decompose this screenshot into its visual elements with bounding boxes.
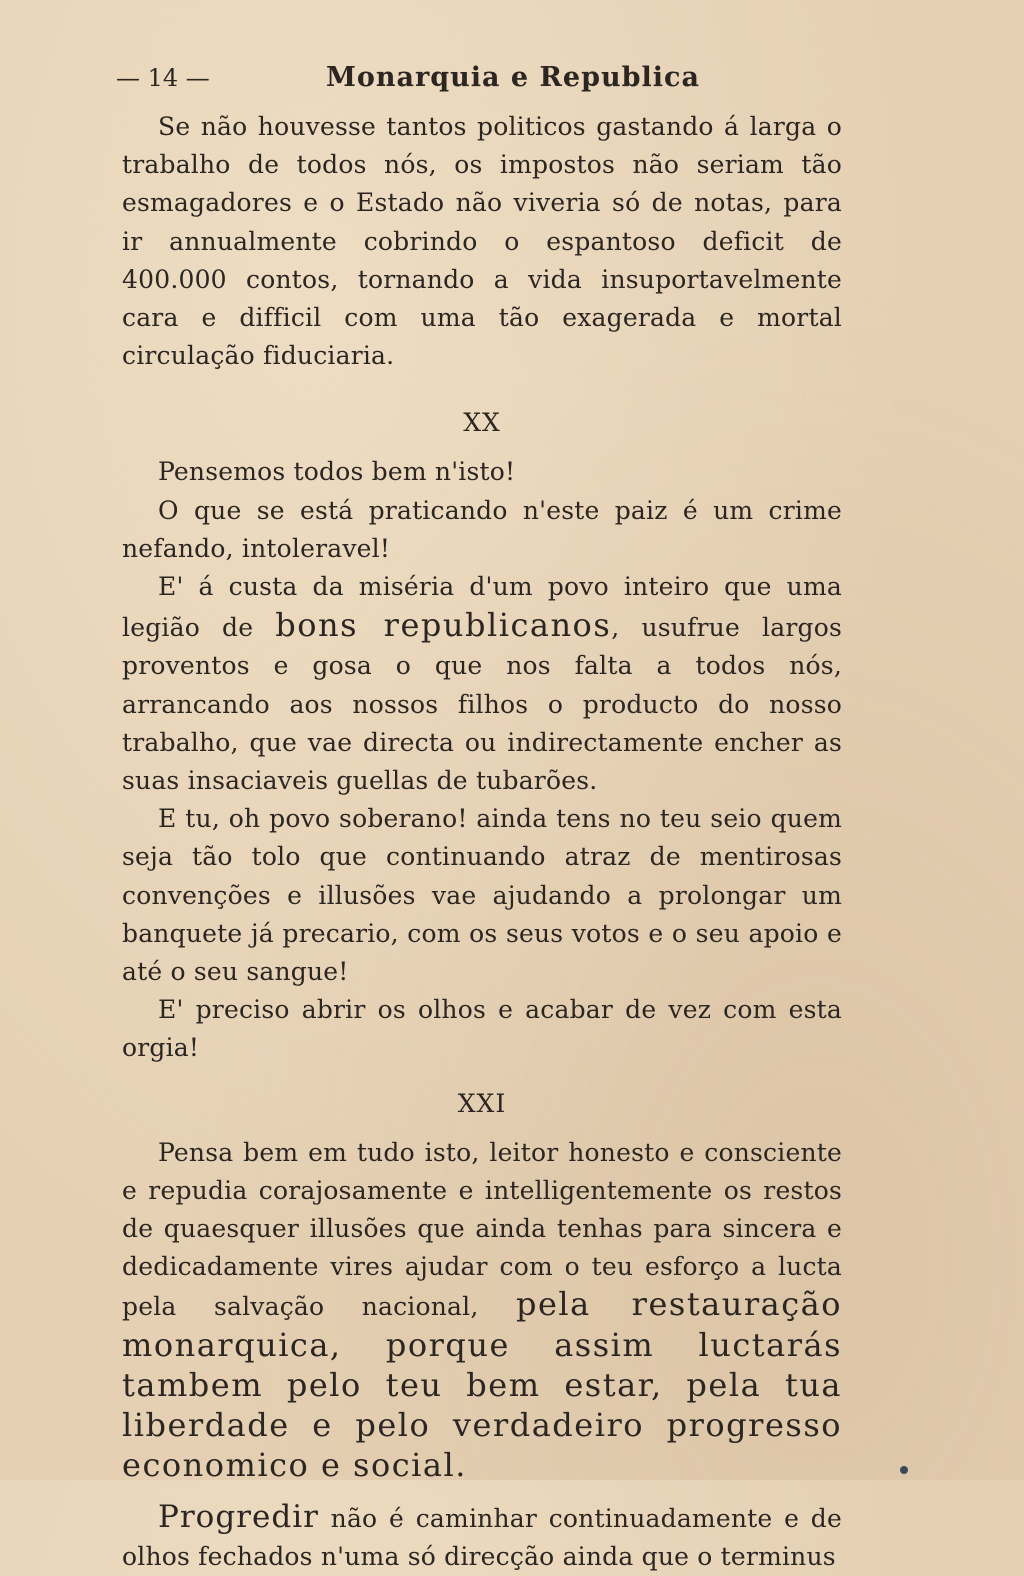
paragraph bbox=[122, 1498, 842, 1576]
paragraph: O que se está praticando n'este paiz é um crime nefando, intoleravel! bbox=[122, 495, 842, 563]
running-title: Monarquia e Republica bbox=[326, 62, 700, 93]
paragraph-text: Pensa bem em tudo isto, leitor honesto e consciente e repudia corajosamente e intelligentemente os restos de quaesquer illusões que ainda tenhas para sincera e dedicadamente vires ajudar com o teu esforço a lucta pela salvação nacional, bbox=[122, 1137, 842, 1322]
paragraph: E' preciso abrir os olhos e acabar de vez com esta orgia! bbox=[122, 995, 842, 1063]
paragraph-text: não é caminhar continuadamente e de olhos fechados n'uma só direcção ainda que o terminus bbox=[122, 1503, 842, 1571]
paragraph: Se não houvesse tantos politicos gastando á larga o trabalho de todos nós, os impostos não seriam tão esmagadores e o Estado não viveria só de notas, para ir annualmente cobrindo o espantoso deficit de 400.000 contos, tornando a vida insuportavelmente cara e difficil com uma tão exagerada e mortal circulação fiduciaria. bbox=[122, 112, 842, 371]
paragraph bbox=[122, 1134, 842, 1488]
emphasized-text: bons republicanos bbox=[275, 606, 612, 645]
paragraph-text: , usufrue largos proventos e gosa o que nos falta a todos nós, arrancando aos nossos filhos o producto do nosso trabalho, que vae directa ou indirectamente encher as suas insaciaveis guellas de tubarões. bbox=[122, 613, 842, 796]
section-heading-xxi: XXI bbox=[457, 1088, 507, 1118]
page-number: — 14 — bbox=[116, 64, 210, 92]
book-page bbox=[116, 62, 842, 1576]
running-head bbox=[116, 62, 842, 108]
emphasized-text: pela restauração monarquica, porque assim luctarás tambem pelo teu bem estar, pela tua liberdade e pelo verdadeiro progresso economico e social. bbox=[122, 1285, 842, 1485]
ink-speck bbox=[900, 1466, 908, 1474]
paragraph: E tu, oh povo soberano! ainda tens no teu seio quem seja tão tolo que continuando atraz de mentirosas convenções e illusões vae ajudando a prolongar um banquete já precario, com os seus votos e o seu apoio e até o seu sangue! bbox=[122, 804, 842, 987]
paragraph: Pensemos todos bem n'isto! bbox=[158, 457, 516, 487]
emphasized-word: Progredir bbox=[158, 1498, 319, 1535]
section-heading-xx: XX bbox=[463, 408, 501, 438]
paragraph bbox=[122, 568, 842, 800]
paragraph-text: E' á custa da miséria d'um povo inteiro que uma legião de bbox=[122, 572, 842, 643]
